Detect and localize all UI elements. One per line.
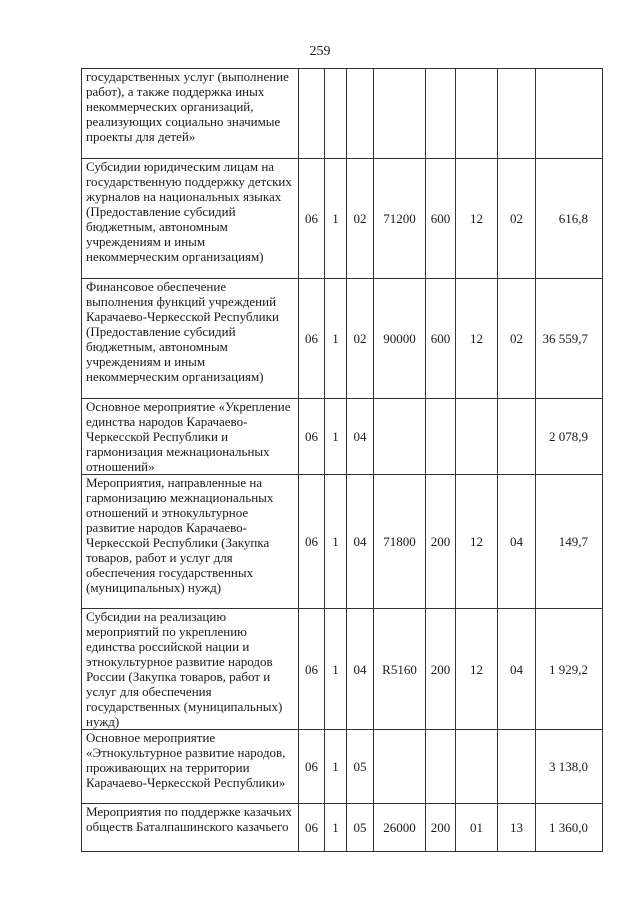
cell-subsection: 13: [498, 804, 536, 852]
cell-event: 04: [347, 399, 374, 475]
row-name: Финансовое обеспечение выполнения функций учреждений Карачаево-Черкесской Республики (Предоставление субсидий бюджетным, автономным учреждениям и иным некоммерческим организациям): [82, 279, 299, 399]
cell-subsection: 02: [498, 159, 536, 279]
cell-subsection: 02: [498, 279, 536, 399]
cell-event: 02: [347, 279, 374, 399]
cell-expense-type: 200: [426, 804, 456, 852]
cell-expense-type: [426, 69, 456, 159]
row-name: Мероприятия, направленные на гармонизацию межнациональных отношений и этнокультурное развитие народов Карачаево-Черкесской Республики (Закупка товаров, работ и услуг для обеспечения государственных (муниципальных) нужд): [82, 475, 299, 609]
cell-section: 01: [456, 804, 498, 852]
row-name: Субсидии на реализацию мероприятий по укреплению единства российской нации и этнокультурное развитие народов России (Закупка товаров, работ и услуг для обеспечения государственных (муниципальных) нужд): [82, 609, 299, 730]
cell-section: 12: [456, 475, 498, 609]
cell-direction: 71200: [374, 159, 426, 279]
table-row: [82, 279, 603, 399]
cell-expense-type: 200: [426, 609, 456, 730]
cell-expense-type: [426, 399, 456, 475]
cell-sum: 2 078,9: [536, 399, 603, 475]
cell-program: 06: [299, 159, 325, 279]
cell-program: 06: [299, 399, 325, 475]
cell-direction: [374, 69, 426, 159]
cell-direction: [374, 730, 426, 804]
cell-sum: 1 360,0: [536, 804, 603, 852]
cell-expense-type: 200: [426, 475, 456, 609]
table-row: [82, 804, 603, 852]
table-row: [82, 159, 603, 279]
cell-sum: 3 138,0: [536, 730, 603, 804]
cell-subprogram: 1: [325, 730, 347, 804]
cell-program: 06: [299, 475, 325, 609]
table-row: [82, 609, 603, 730]
cell-expense-type: 600: [426, 159, 456, 279]
row-name: Основное мероприятие «Укрепление единства народов Карачаево-Черкесской Республики и гармонизация межнациональных отношений»: [82, 399, 299, 475]
cell-sum: [536, 69, 603, 159]
cell-program: 06: [299, 279, 325, 399]
cell-event: 04: [347, 609, 374, 730]
budget-table: [81, 68, 603, 852]
cell-subprogram: 1: [325, 279, 347, 399]
table-row: [82, 730, 603, 804]
cell-event: 04: [347, 475, 374, 609]
cell-subprogram: 1: [325, 159, 347, 279]
cell-section: 12: [456, 279, 498, 399]
cell-sum: 149,7: [536, 475, 603, 609]
cell-program: [299, 69, 325, 159]
cell-subprogram: 1: [325, 399, 347, 475]
cell-direction: [374, 399, 426, 475]
cell-expense-type: [426, 730, 456, 804]
cell-sum: 1 929,2: [536, 609, 603, 730]
row-name: государственных услуг (выполнение работ), а также поддержка иных некоммерческих организаций, реализующих социально значимые проекты для детей»: [82, 69, 299, 159]
row-name: Мероприятия по поддержке казачьих обществ Баталпашинского казачьего: [82, 804, 299, 852]
row-name: Субсидии юридическим лицам на государственную поддержку детских журналов на национальных языках (Предоставление субсидий бюджетным, автономным учреждениям и иным некоммерческим организациям): [82, 159, 299, 279]
cell-subprogram: 1: [325, 475, 347, 609]
cell-direction: 90000: [374, 279, 426, 399]
cell-event: [347, 69, 374, 159]
cell-section: 12: [456, 159, 498, 279]
cell-event: 05: [347, 730, 374, 804]
cell-section: [456, 69, 498, 159]
table-row: [82, 399, 603, 475]
cell-sum: 36 559,7: [536, 279, 603, 399]
cell-program: 06: [299, 730, 325, 804]
cell-direction: 26000: [374, 804, 426, 852]
cell-subprogram: 1: [325, 609, 347, 730]
cell-subsection: [498, 730, 536, 804]
cell-subprogram: 1: [325, 804, 347, 852]
cell-expense-type: 600: [426, 279, 456, 399]
cell-direction: 71800: [374, 475, 426, 609]
cell-program: 06: [299, 609, 325, 730]
row-name: Основное мероприятие «Этнокультурное развитие народов, проживающих на территории Карачаево-Черкесской Республики»: [82, 730, 299, 804]
table-row: [82, 69, 603, 159]
cell-direction: R5160: [374, 609, 426, 730]
cell-subsection: 04: [498, 475, 536, 609]
page-number: 259: [309, 44, 331, 59]
cell-event: 02: [347, 159, 374, 279]
cell-section: 12: [456, 609, 498, 730]
table-row: [82, 475, 603, 609]
cell-section: [456, 399, 498, 475]
cell-program: 06: [299, 804, 325, 852]
cell-subsection: [498, 399, 536, 475]
cell-subsection: 04: [498, 609, 536, 730]
cell-section: [456, 730, 498, 804]
cell-subprogram: [325, 69, 347, 159]
cell-event: 05: [347, 804, 374, 852]
cell-sum: 616,8: [536, 159, 603, 279]
cell-subsection: [498, 69, 536, 159]
